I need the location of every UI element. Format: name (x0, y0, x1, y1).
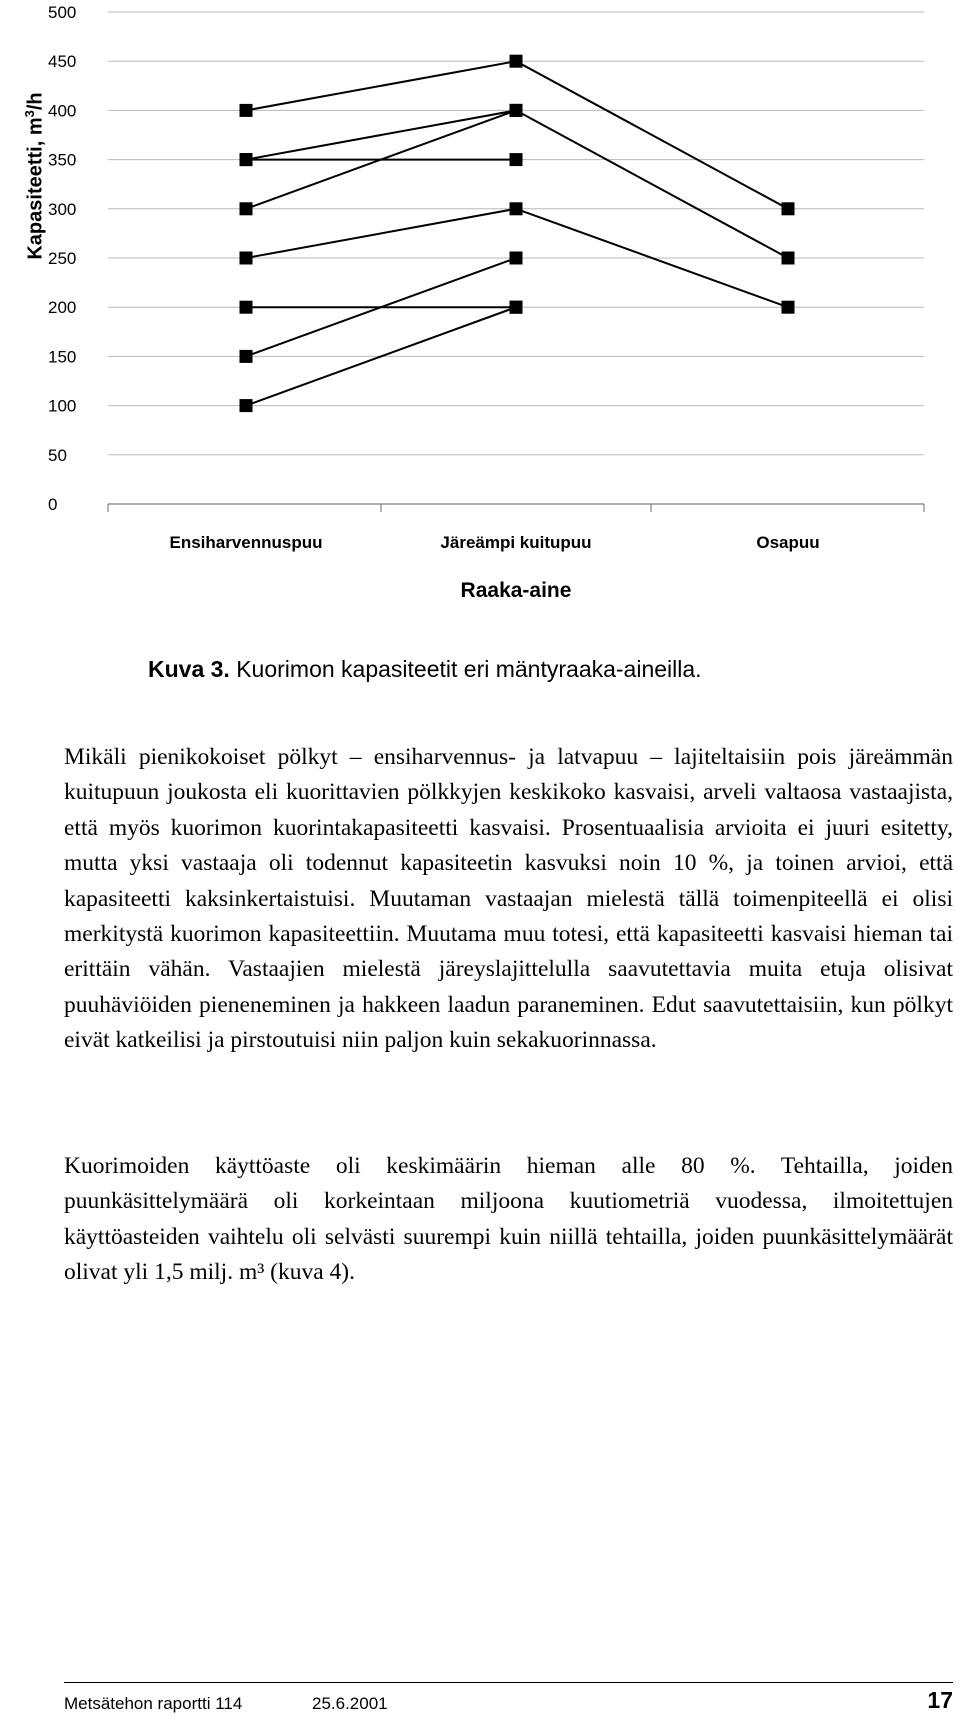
series-5-point-3 (782, 301, 795, 314)
series-1-point-2 (510, 55, 523, 68)
body-paragraph-1: Mikäli pienikokoiset pölkyt – ensiharvennus- ja latvapuu – lajiteltaisiin pois järeämmän kuitupuun joukosta eli kuorittavien pölkkyjen keskikoko kasvaisi, arveli valtaosa vastaajista, että myös kuorimon kuorintakapasiteetti kasvaisi. Prosentuaalisia arvioita ei juuri esitetty, mutta yksi vastaaja oli todennut kapasiteetin kasvuksi noin 10 %, ja toinen arvioi, että kapasiteetti kaksinkertaistuisi. Muutaman vastaajan mielestä tällä toimenpiteellä ei olisi merkitystä kuorimon kapasiteettiin. Muutama muu totesi, että kapasiteetti kasvaisi hieman tai erittäin vähän. Vastaajien mielestä järeyslajittelulla saavutettavia muita etuja olisivat puuhäviöiden pieneneminen ja hakkeen laadun paraneminen. Edut saavutettaisiin, kun pölkyt eivät katkeilisi ja pirstoutuisi niin paljon kuin sekakuorinnassa. (64, 744, 953, 1054)
y-tick-300: 300 (48, 199, 77, 219)
y-axis-label-sup: 3 (22, 110, 37, 118)
series-2-point-3 (782, 252, 795, 265)
series-1-point-3 (782, 202, 795, 215)
series-5-point-2 (510, 202, 523, 215)
y-tick-150: 150 (48, 347, 77, 367)
x-tick-1: Ensiharvennuspuu (169, 533, 323, 552)
series-8-point-1 (240, 399, 253, 412)
chart-series (240, 55, 795, 412)
chart-gridlines (108, 12, 924, 455)
footer-publication: Metsätehon raportti 114 (64, 1694, 243, 1713)
y-tick-200: 200 (48, 298, 77, 318)
series-7-point-1 (240, 350, 253, 363)
y-tick-labels (48, 3, 76, 514)
figure-caption-label: Kuva 3. (148, 656, 230, 682)
figure-caption (148, 656, 702, 683)
page-footer (64, 1688, 953, 1718)
series-3-point-2 (510, 153, 523, 166)
series-4-point-1 (240, 202, 253, 215)
series-4-point-2 (510, 104, 523, 117)
capacity-chart (0, 0, 960, 640)
series-1-point-1 (240, 104, 253, 117)
figure-caption-text: Kuorimon kapasiteetit eri mäntyraaka-aineilla. (229, 656, 702, 682)
series-1-line (246, 61, 788, 209)
x-tick-2: Järeämpi kuitupuu (440, 533, 592, 552)
y-axis-label-tail: /h (24, 92, 47, 111)
y-tick-400: 400 (48, 101, 77, 121)
series-3-point-1 (240, 153, 253, 166)
series-7-point-2 (510, 252, 523, 265)
x-tick-labels (169, 533, 819, 552)
y-tick-250: 250 (48, 249, 77, 268)
series-2-line (246, 110, 788, 258)
y-tick-350: 350 (48, 150, 77, 170)
y-tick-100: 100 (48, 396, 77, 416)
series-8-point-2 (510, 301, 523, 314)
page-number: 17 (927, 1687, 953, 1713)
y-tick-0: 0 (48, 495, 58, 514)
y-tick-50: 50 (48, 445, 67, 465)
body-paragraph-2: Kuorimoiden käyttöaste oli keskimäärin hieman alle 80 %. Tehtailla, joiden puunkäsittelymäärä oli korkeintaan miljoona kuutiometriä vuodessa, ilmoitettujen käyttöasteiden vaihtelu oli selvästi suurempi kuin niillä tehtailla, joiden puunkäsittelymäärät olivat yli 1,5 milj. m³ (kuva 4). (64, 1153, 953, 1286)
series-6-point-1 (240, 301, 253, 314)
x-axis-label: Raaka-aine (460, 579, 572, 602)
footer-date: 25.6.2001 (312, 1694, 388, 1713)
series-5-point-1 (240, 252, 253, 265)
y-tick-450: 450 (48, 52, 77, 72)
chart-axes (108, 504, 924, 512)
footer-divider (64, 1682, 953, 1683)
x-tick-3: Osapuu (756, 533, 820, 552)
y-tick-500: 500 (48, 3, 77, 22)
y-axis-label-text: Kapasiteetti, m (24, 117, 47, 260)
